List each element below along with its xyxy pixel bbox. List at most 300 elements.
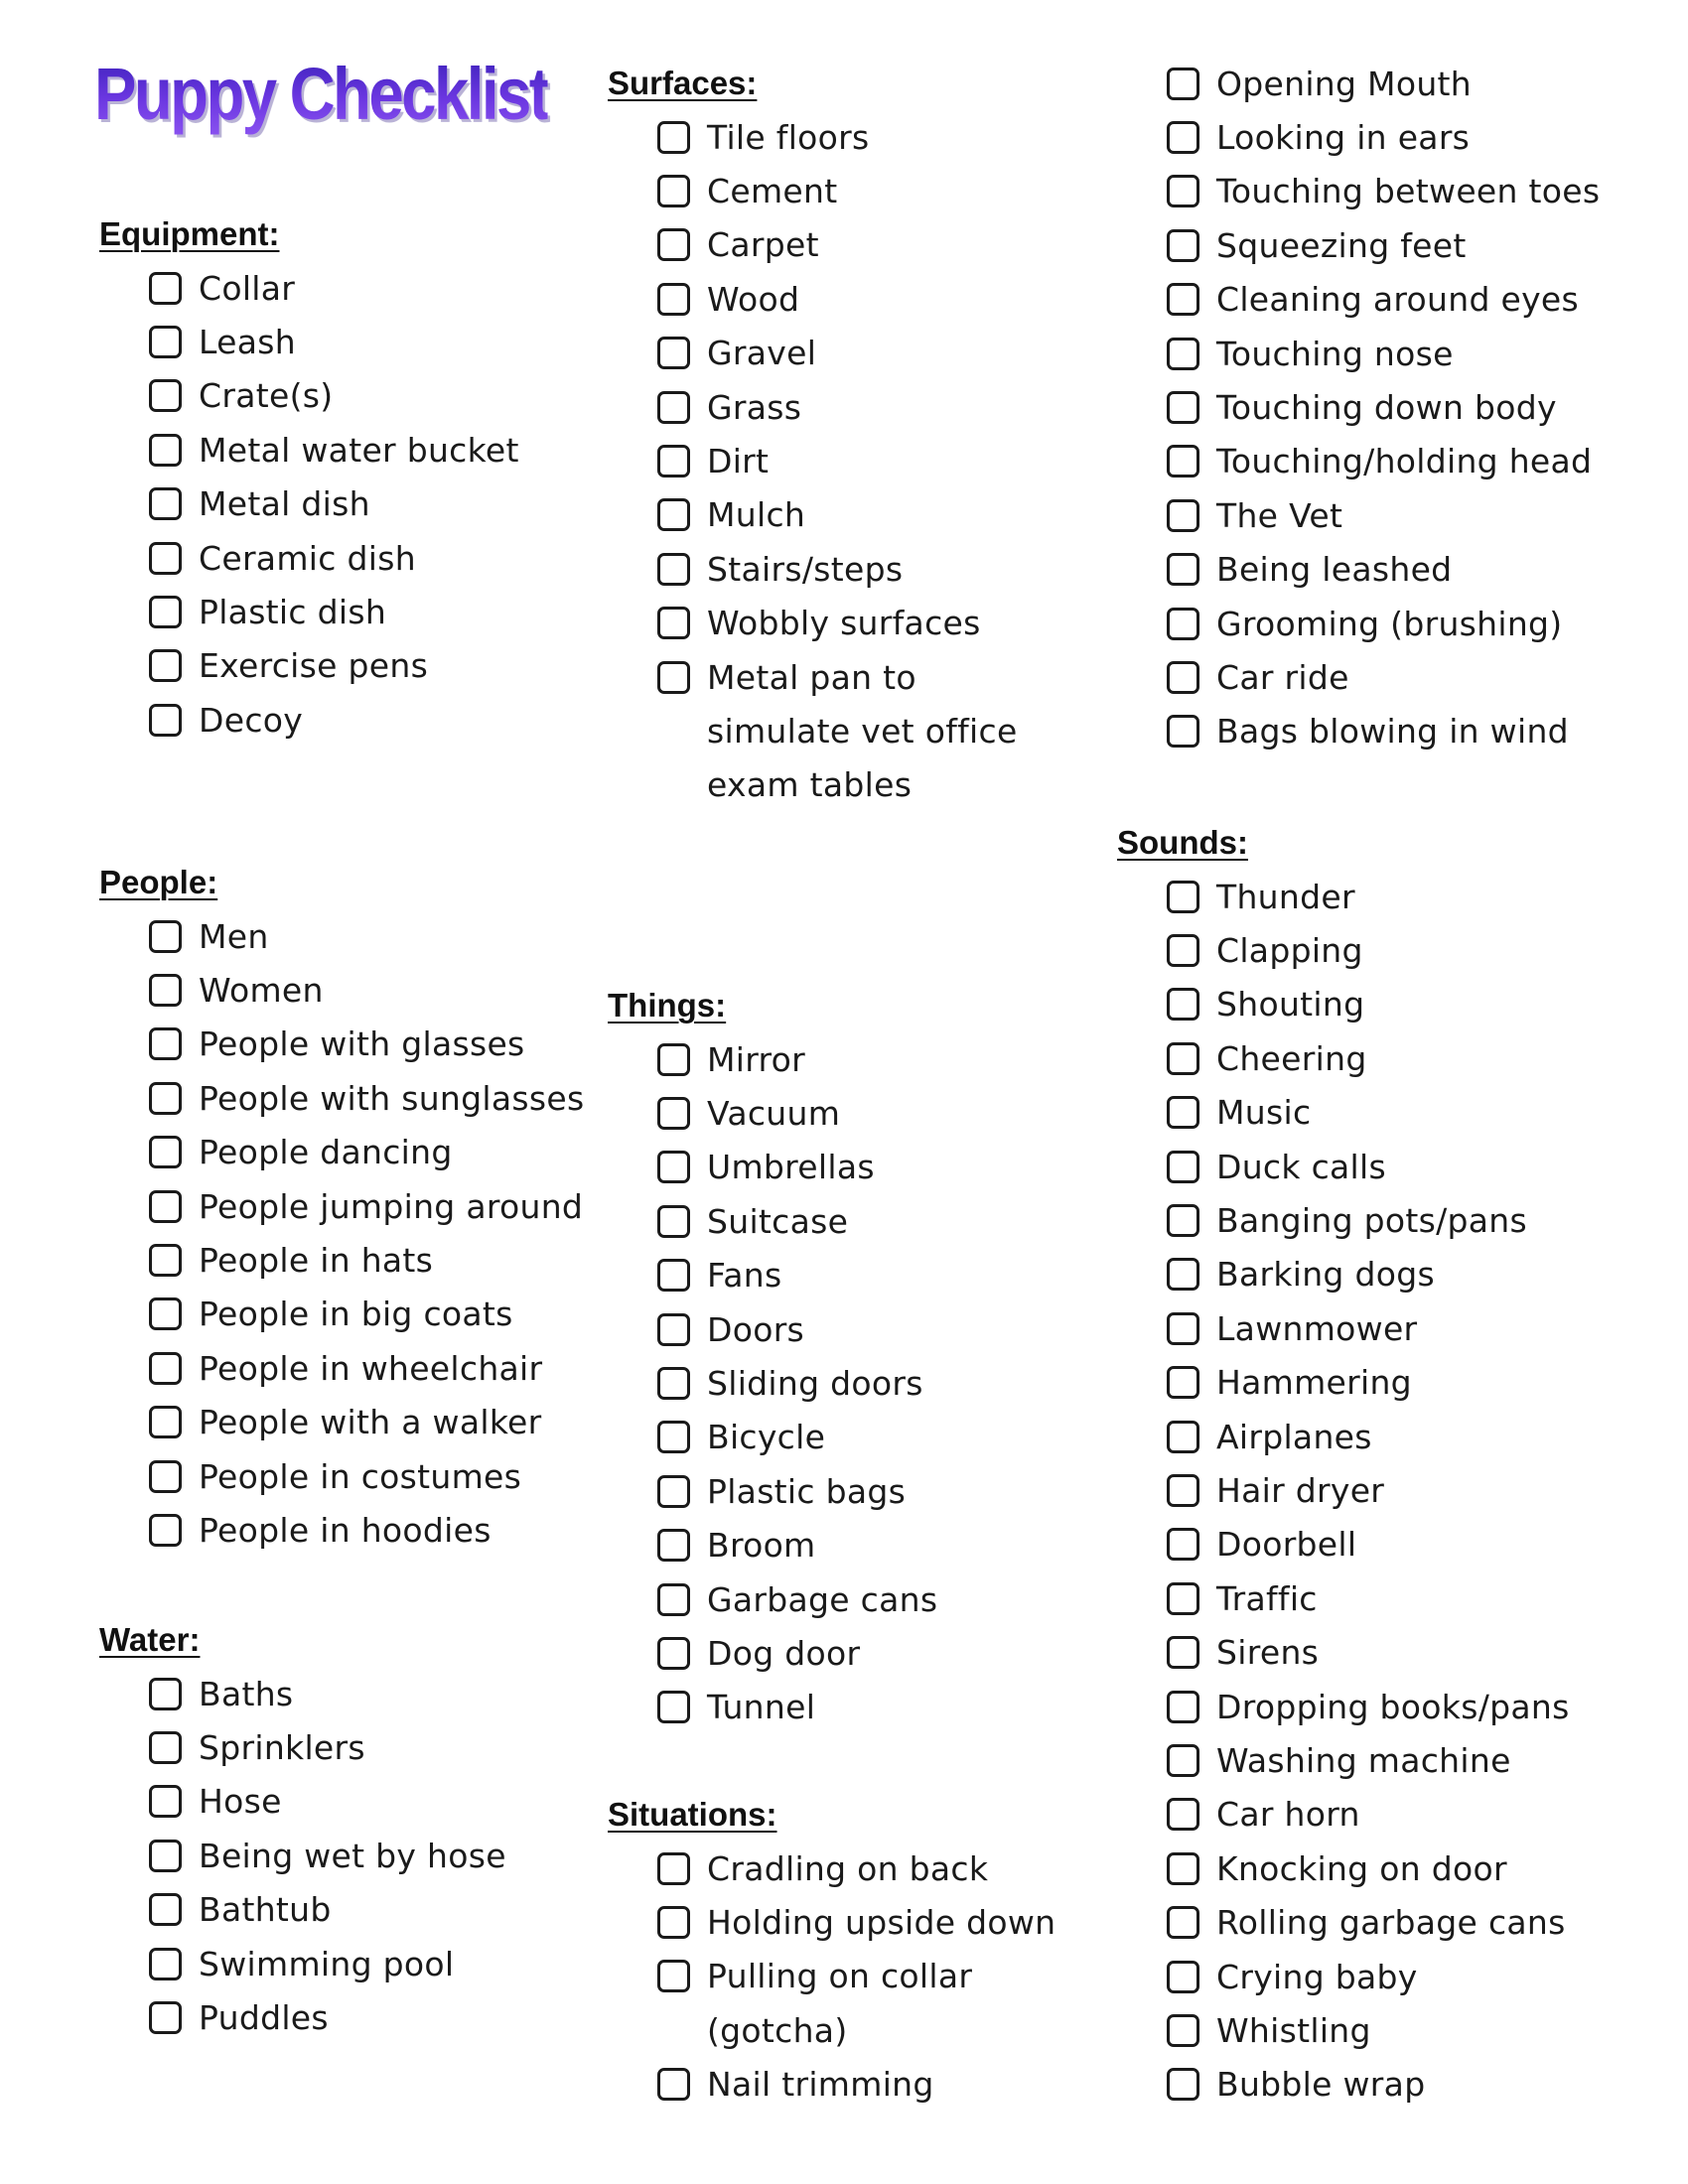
list-item: [1117, 1248, 1673, 1301]
checkbox[interactable]: [1167, 229, 1199, 262]
item-label: Metal pan to: [707, 657, 916, 697]
list-item: [1117, 1463, 1673, 1517]
checkbox[interactable]: [1167, 2014, 1199, 2047]
section-heading-equipment: Equipment:: [99, 215, 280, 252]
item-label: Doors: [707, 1309, 805, 1349]
checkbox[interactable]: [1167, 553, 1199, 586]
checklist-situations-continued: [1117, 57, 1673, 758]
item-label: Fans: [707, 1256, 782, 1296]
checkbox[interactable]: [1167, 1798, 1199, 1831]
list-item: [608, 272, 1164, 326]
list-item: [608, 434, 1164, 487]
checkbox[interactable]: [149, 1244, 182, 1277]
checklist-situations-a: [608, 1842, 1164, 2003]
checkbox[interactable]: [1167, 1528, 1199, 1561]
item-label: Dog door: [707, 1633, 861, 1673]
checkbox[interactable]: [1167, 1582, 1199, 1615]
checklist-people: [99, 909, 655, 1558]
item-label: Cheering: [1216, 1038, 1367, 1078]
item-label: People in hoodies: [199, 1510, 492, 1550]
item-label: Bicycle: [707, 1418, 826, 1457]
item-label: Broom: [707, 1526, 816, 1566]
checkbox[interactable]: [1167, 988, 1199, 1021]
checkbox[interactable]: [149, 434, 182, 467]
list-item: [99, 478, 655, 531]
checkbox[interactable]: [1167, 1421, 1199, 1453]
list-item: [99, 639, 655, 693]
list-item: [99, 585, 655, 638]
list-item: [608, 380, 1164, 434]
checkbox[interactable]: [149, 272, 182, 305]
checkbox[interactable]: [1167, 1151, 1199, 1183]
list-item: [99, 963, 655, 1017]
item-label: Carpet: [707, 225, 819, 265]
list-item: [1117, 165, 1673, 218]
checkbox[interactable]: [1167, 391, 1199, 424]
checkbox[interactable]: [1167, 1906, 1199, 1939]
checkbox[interactable]: [1167, 1852, 1199, 1885]
item-label: Baths: [199, 1674, 294, 1713]
checkbox[interactable]: [657, 445, 690, 478]
item-label: Stairs/steps: [707, 549, 904, 589]
list-item: [608, 1032, 1164, 1086]
item-label: People dancing: [199, 1133, 453, 1172]
item-label: Touching between toes: [1216, 172, 1601, 211]
list-item: [608, 2058, 1164, 2112]
list-item: [608, 1626, 1164, 1680]
list-item: [99, 1179, 655, 1233]
checklist-water: [99, 1667, 655, 2045]
item-label: Cradling on back: [707, 1848, 989, 1888]
item-label: Sprinklers: [199, 1728, 365, 1768]
item-label: (gotcha): [707, 2010, 848, 2050]
item-label: People with glasses: [199, 1024, 525, 1064]
checkbox[interactable]: [149, 1352, 182, 1385]
checkbox[interactable]: [657, 1583, 690, 1616]
checkbox[interactable]: [149, 1514, 182, 1547]
list-item: [99, 315, 655, 368]
checkbox[interactable]: [1167, 1744, 1199, 1777]
section-people: [99, 856, 655, 1558]
item-label: Bags blowing in wind: [1216, 712, 1569, 751]
item-label: Traffic: [1216, 1578, 1318, 1618]
list-item: [99, 1775, 655, 1829]
section-things: [608, 979, 1164, 1734]
item-label: Exercise pens: [199, 646, 429, 686]
list-item: [1117, 273, 1673, 327]
section-heading-sounds: Sounds:: [1117, 824, 1248, 861]
item-label: Doorbell: [1216, 1525, 1357, 1565]
checkbox[interactable]: [1167, 68, 1199, 100]
list-item: [1117, 488, 1673, 542]
checkbox[interactable]: [1167, 661, 1199, 694]
item-label: Metal water bucket: [199, 430, 519, 470]
item-label: Plastic dish: [199, 593, 387, 632]
list-item: [1117, 1733, 1673, 1787]
checkbox[interactable]: [149, 1731, 182, 1764]
list-item: [99, 423, 655, 477]
checkbox[interactable]: [1167, 499, 1199, 532]
list-item: [1117, 1301, 1673, 1355]
item-label: Sliding doors: [707, 1364, 923, 1404]
list-item: [608, 542, 1164, 596]
list-item: [608, 1141, 1164, 1194]
item-label: Looking in ears: [1216, 118, 1471, 158]
checkbox[interactable]: [1167, 1204, 1199, 1237]
list-item: [99, 1667, 655, 1720]
item-label: Mulch: [707, 495, 806, 535]
checkbox[interactable]: [149, 1460, 182, 1493]
checkbox[interactable]: [149, 2001, 182, 2034]
list-item: [99, 1990, 655, 2044]
item-label: Washing machine: [1216, 1740, 1511, 1780]
list-item: [1117, 1895, 1673, 1949]
checkbox[interactable]: [1167, 338, 1199, 370]
list-item: [1117, 57, 1673, 110]
list-item: [1117, 380, 1673, 434]
checklist-things: [608, 1032, 1164, 1734]
list-item-continuation: [608, 2003, 1164, 2057]
list-item: [99, 261, 655, 315]
checklist-sounds: [1117, 870, 1673, 2112]
list-item: [1117, 1031, 1673, 1085]
list-item: [608, 1519, 1164, 1572]
item-label: Grass: [707, 387, 802, 427]
checkbox[interactable]: [657, 1205, 690, 1238]
item-label: Crying baby: [1216, 1957, 1418, 1996]
checkbox[interactable]: [657, 553, 690, 586]
list-item: [99, 909, 655, 963]
list-item: [1117, 1680, 1673, 1733]
item-label: Metal dish: [199, 484, 370, 524]
list-item: [608, 1194, 1164, 1248]
item-label: Airplanes: [1216, 1417, 1372, 1456]
checkbox[interactable]: [657, 1151, 690, 1183]
list-item: [608, 1895, 1164, 1949]
list-item-continuation: [608, 758, 1164, 812]
checkbox[interactable]: [1167, 1691, 1199, 1723]
item-label: Women: [199, 971, 324, 1011]
checkbox[interactable]: [149, 704, 182, 737]
checkbox[interactable]: [657, 1421, 690, 1453]
item-label: Dropping books/pans: [1216, 1687, 1570, 1726]
item-label: Being leashed: [1216, 550, 1453, 590]
item-label: simulate vet office: [707, 711, 1018, 751]
list-item: [99, 1288, 655, 1341]
list-item: [99, 1071, 655, 1125]
checkbox[interactable]: [149, 920, 182, 953]
checkbox[interactable]: [1167, 1312, 1199, 1345]
item-label: People jumping around: [199, 1186, 584, 1226]
checkbox[interactable]: [149, 487, 182, 520]
checkbox[interactable]: [657, 1529, 690, 1562]
list-item: [1117, 2058, 1673, 2112]
list-item: [1117, 923, 1673, 977]
item-label: Barking dogs: [1216, 1255, 1435, 1295]
list-item: [99, 1937, 655, 1990]
list-item: [608, 1356, 1164, 1410]
list-item: [608, 488, 1164, 542]
item-label: Wood: [707, 279, 800, 319]
list-item: [99, 1883, 655, 1937]
item-label: Pulling on collar: [707, 1957, 973, 1996]
checkbox[interactable]: [657, 228, 690, 261]
item-label: Cement: [707, 172, 838, 211]
checkbox[interactable]: [657, 1691, 690, 1723]
list-item: [608, 1086, 1164, 1140]
section-heading-water: Water:: [99, 1621, 201, 1658]
checkbox[interactable]: [657, 1637, 690, 1670]
list-item: [1117, 650, 1673, 704]
list-item: [1117, 1193, 1673, 1247]
item-label: Knocking on door: [1216, 1848, 1507, 1888]
checkbox[interactable]: [657, 661, 690, 694]
item-label: Bathtub: [199, 1890, 332, 1930]
list-item: [99, 1396, 655, 1449]
item-label: Tunnel: [707, 1688, 816, 1727]
list-item: [1117, 1356, 1673, 1410]
checkbox[interactable]: [1167, 1474, 1199, 1507]
list-item: [1117, 2003, 1673, 2057]
list-item: [1117, 597, 1673, 650]
list-item: [1117, 1788, 1673, 1842]
checkbox[interactable]: [149, 1297, 182, 1330]
item-label: Ceramic dish: [199, 538, 416, 578]
list-item: [1117, 1410, 1673, 1463]
list-item: [1117, 1518, 1673, 1571]
checkbox[interactable]: [657, 1313, 690, 1346]
checklist-surfaces: [608, 110, 1164, 704]
item-label: Decoy: [199, 700, 304, 740]
checkbox[interactable]: [657, 121, 690, 154]
checkbox[interactable]: [149, 379, 182, 412]
checkbox[interactable]: [1167, 1042, 1199, 1075]
item-label: Mirror: [707, 1039, 806, 1079]
checkbox[interactable]: [657, 607, 690, 639]
item-label: Touching nose: [1216, 334, 1454, 373]
section-surfaces: [608, 57, 1164, 812]
item-label: People in hats: [199, 1241, 434, 1281]
checkbox[interactable]: [657, 1906, 690, 1939]
checkbox[interactable]: [657, 337, 690, 369]
item-label: Men: [199, 916, 269, 956]
item-label: Car ride: [1216, 657, 1349, 697]
list-item: [608, 1842, 1164, 1895]
checkbox[interactable]: [657, 498, 690, 531]
checkbox[interactable]: [149, 1082, 182, 1115]
list-item: [608, 1950, 1164, 2003]
checkbox[interactable]: [1167, 2068, 1199, 2101]
checkbox[interactable]: [1167, 608, 1199, 640]
checkbox[interactable]: [657, 1367, 690, 1400]
checkbox[interactable]: [657, 1960, 690, 1992]
checkbox[interactable]: [149, 1190, 182, 1223]
checkbox[interactable]: [149, 326, 182, 358]
item-label: People with sunglasses: [199, 1078, 585, 1118]
list-item: [608, 597, 1164, 650]
item-label: Crate(s): [199, 376, 334, 416]
list-item: [1117, 218, 1673, 272]
list-item: [608, 110, 1164, 164]
list-item: [99, 1829, 655, 1882]
list-item: [1117, 110, 1673, 164]
item-label: People in wheelchair: [199, 1348, 543, 1388]
list-item: [608, 1464, 1164, 1518]
item-label: Being wet by hose: [199, 1836, 506, 1875]
item-label: Hose: [199, 1782, 282, 1822]
list-item: [99, 1341, 655, 1395]
checkbox[interactable]: [1167, 445, 1199, 478]
list-item: [99, 1126, 655, 1179]
item-label: Touching/holding head: [1216, 442, 1593, 481]
item-label: Umbrellas: [707, 1148, 875, 1187]
item-label: Car horn: [1216, 1795, 1360, 1835]
checkbox[interactable]: [1167, 934, 1199, 967]
section-heading-people: People:: [99, 864, 218, 900]
section-heading-things: Things:: [608, 987, 727, 1024]
checkbox[interactable]: [657, 1259, 690, 1292]
item-label: Swimming pool: [199, 1944, 455, 1983]
checkbox[interactable]: [657, 283, 690, 316]
item-label: Leash: [199, 323, 296, 362]
list-item: [608, 1249, 1164, 1302]
item-label: The Vet: [1216, 495, 1343, 535]
list-item: [99, 693, 655, 747]
list-item: [608, 650, 1164, 704]
checklist-surfaces-continuation: [608, 704, 1164, 812]
item-label: Puddles: [199, 1998, 329, 2038]
checkbox[interactable]: [149, 1406, 182, 1438]
list-item: [99, 369, 655, 423]
list-item: [99, 1449, 655, 1503]
item-label: Hair dryer: [1216, 1470, 1385, 1510]
checkbox[interactable]: [1167, 175, 1199, 207]
checkbox[interactable]: [1167, 121, 1199, 154]
item-label: Whistling: [1216, 2010, 1371, 2050]
checkbox[interactable]: [657, 175, 690, 207]
list-item: [99, 1233, 655, 1287]
item-label: Nail trimming: [707, 2065, 934, 2105]
checkbox[interactable]: [149, 1027, 182, 1060]
checkbox[interactable]: [149, 1785, 182, 1818]
item-label: Dirt: [707, 442, 770, 481]
list-item: [608, 164, 1164, 217]
list-item: [1117, 870, 1673, 923]
item-label: People in costumes: [199, 1456, 522, 1496]
list-item: [608, 1572, 1164, 1626]
item-label: Clapping: [1216, 931, 1363, 971]
item-label: Garbage cans: [707, 1579, 938, 1619]
item-label: Suitcase: [707, 1201, 849, 1241]
list-item: [1117, 435, 1673, 488]
checkbox[interactable]: [1167, 715, 1199, 748]
item-label: Shouting: [1216, 985, 1365, 1024]
item-label: Thunder: [1216, 877, 1355, 916]
item-label: Holding upside down: [707, 1903, 1056, 1943]
checkbox[interactable]: [1167, 283, 1199, 316]
list-item: [1117, 1571, 1673, 1625]
checkbox[interactable]: [657, 1043, 690, 1076]
item-label: Sirens: [1216, 1633, 1320, 1673]
checkbox[interactable]: [149, 542, 182, 575]
checkbox[interactable]: [149, 596, 182, 628]
item-label: People in big coats: [199, 1295, 513, 1334]
checkbox[interactable]: [657, 391, 690, 424]
checkbox[interactable]: [657, 1852, 690, 1885]
checkbox[interactable]: [149, 649, 182, 682]
section-heading-surfaces: Surfaces:: [608, 65, 758, 101]
list-item: [1117, 1625, 1673, 1679]
section-situations: [608, 1788, 1164, 2112]
checkbox[interactable]: [149, 1948, 182, 1980]
checkbox[interactable]: [149, 1840, 182, 1872]
item-label: Banging pots/pans: [1216, 1201, 1528, 1241]
list-item: [1117, 1086, 1673, 1140]
item-label: Vacuum: [707, 1094, 841, 1134]
item-label: Cleaning around eyes: [1216, 280, 1580, 320]
section-sounds: [1117, 816, 1673, 2112]
checkbox[interactable]: [1167, 1366, 1199, 1399]
item-label: People with a walker: [199, 1403, 542, 1442]
section-situations-continued: [1117, 57, 1673, 758]
checkbox[interactable]: [657, 1475, 690, 1508]
list-item: [1117, 1140, 1673, 1193]
item-label: Touching down body: [1216, 388, 1557, 428]
item-label: Grooming (brushing): [1216, 604, 1563, 643]
item-label: exam tables: [707, 765, 913, 805]
checkbox[interactable]: [149, 974, 182, 1007]
checkbox[interactable]: [1167, 1096, 1199, 1129]
list-item: [608, 218, 1164, 272]
checklist-equipment: [99, 261, 655, 748]
list-item: [608, 327, 1164, 380]
list-item: [1117, 1842, 1673, 1895]
section-equipment: [99, 207, 655, 748]
list-item: [99, 1720, 655, 1774]
checkbox[interactable]: [149, 1893, 182, 1926]
list-item: [1117, 327, 1673, 380]
item-label: Tile floors: [707, 117, 870, 157]
checkbox[interactable]: [1167, 1258, 1199, 1291]
checklist-situations-b: [608, 2058, 1164, 2112]
item-label: Gravel: [707, 334, 817, 373]
item-label: Wobbly surfaces: [707, 604, 981, 643]
item-label: Opening Mouth: [1216, 64, 1472, 103]
list-item: [1117, 978, 1673, 1031]
checkbox[interactable]: [1167, 1636, 1199, 1669]
checkbox[interactable]: [149, 1136, 182, 1168]
list-item: [99, 1018, 655, 1071]
checkbox[interactable]: [149, 1678, 182, 1710]
list-item: [608, 1302, 1164, 1356]
checkbox[interactable]: [1167, 881, 1199, 913]
checkbox[interactable]: [657, 1097, 690, 1130]
item-label: Music: [1216, 1093, 1312, 1133]
item-label: Duck calls: [1216, 1147, 1386, 1186]
list-item: [1117, 543, 1673, 597]
list-item: [608, 1681, 1164, 1734]
item-label: Rolling garbage cans: [1216, 1903, 1566, 1943]
checkbox[interactable]: [1167, 1961, 1199, 1993]
item-label: Hammering: [1216, 1363, 1412, 1403]
page-title: Puppy Checklist: [94, 53, 548, 135]
section-water: [99, 1613, 655, 2045]
checkbox[interactable]: [657, 2068, 690, 2101]
list-item: [99, 1503, 655, 1557]
item-label: Bubble wrap: [1216, 2065, 1426, 2105]
item-label: Collar: [199, 268, 296, 308]
item-label: Squeezing feet: [1216, 225, 1467, 265]
